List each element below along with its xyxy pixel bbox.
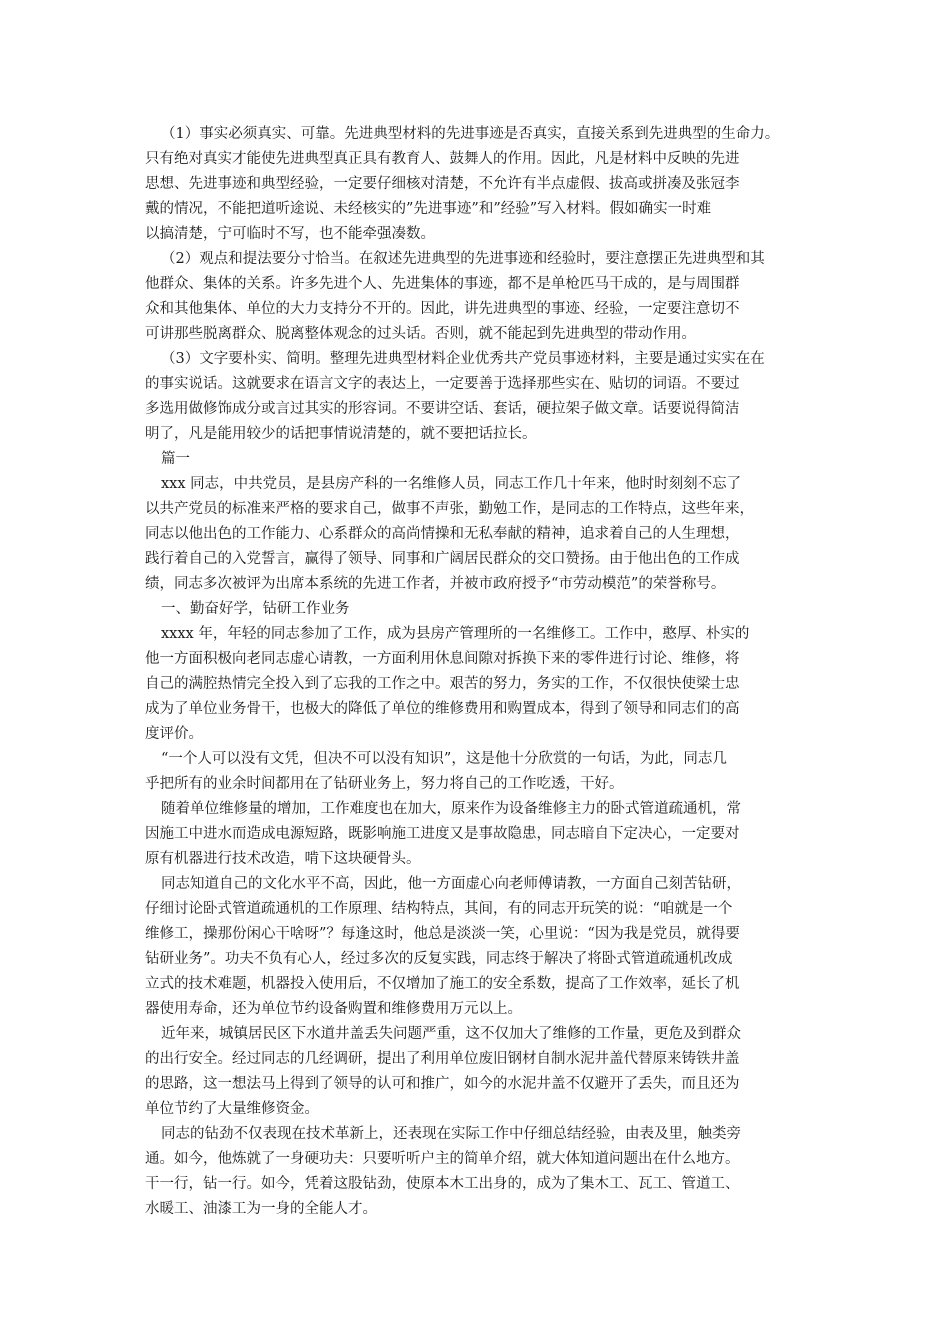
section-title-pianyi bbox=[145, 447, 815, 472]
text-line: 以共产党员的标准来严格的要求自己，做事不声张，勤勉工作，是同志的工作特点，这些年来， bbox=[145, 501, 754, 517]
text-line: xxx 同志，中共党员，是县房产科的一名维修人员，同志工作几十年来，他时时刻刻不忘了 bbox=[161, 476, 742, 492]
para-intro bbox=[145, 472, 815, 597]
para-joined-work bbox=[145, 622, 815, 747]
text-line: 同志以他出色的工作能力、心系群众的高尚情操和无私奉献的精神，追求着自己的人生理想， bbox=[145, 526, 740, 542]
text-line: （3）文字要朴实、简明。整理先进典型材料企业优秀共产党员事迹材料，主要是通过实实在在 bbox=[161, 351, 765, 367]
text-line: 自己的满腔热情完全投入到了忘我的工作之中。艰苦的努力，务实的工作，不仅很快使梁士忠 bbox=[145, 676, 740, 692]
document-page bbox=[145, 122, 815, 1222]
text-line: 的思路，这一想法马上得到了领导的认可和推广，如今的水泥井盖不仅避开了丢失，而且还为 bbox=[145, 1076, 740, 1092]
para-knowledge-quote bbox=[145, 747, 815, 797]
text-line: 干一行，钻一行。如今，凭着这股钻劲，使原本木工出身的，成为了集木工、瓦工、管道工、 bbox=[145, 1176, 740, 1192]
text-line: 同志的钻劲不仅表现在技术革新上，还表现在实际工作中仔细总结经验，由表及里，触类旁 bbox=[161, 1126, 741, 1142]
para-requirement-1 bbox=[145, 122, 815, 247]
text-line: 维修工，操那份闲心干啥呀”？每逢这时，他总是淡淡一笑，心里说：“因为我是党员，就得要 bbox=[145, 926, 740, 942]
para-requirement-3 bbox=[145, 347, 815, 447]
text-line: 钻研业务”。功夫不负有心人，经过多次的反复实践，同志终于解决了将卧式管道疏通机改成 bbox=[145, 951, 733, 967]
text-line: 绩，同志多次被评为出席本系统的先进工作者，并被市政府授予“市劳动模范”的荣誉称号。 bbox=[145, 576, 726, 592]
text-line: 他一方面积极向老同志虚心请教，一方面利用休息间隙对拆换下来的零件进行讨论、维修，将 bbox=[145, 651, 740, 667]
text-line: 可讲那些脱离群众、脱离整体观念的过头话。否则，就不能起到先进典型的带动作用。 bbox=[145, 326, 696, 342]
text-line: 戴的情况，不能把道听途说、未经核实的”先进事迹”和”经验”写入材料。假如确实一时难 bbox=[145, 201, 712, 217]
text-line: 他群众、集体的关系。许多先进个人、先进集体的事迹，都不是单枪匹马干成的，是与周围群 bbox=[145, 276, 740, 292]
text-line: 器使用寿命，还为单位节约设备购置和维修费用万元以上。 bbox=[145, 1001, 522, 1017]
text-line: 以搞清楚，宁可临时不写，也不能牵强凑数。 bbox=[145, 226, 435, 242]
para-machine-problem bbox=[145, 797, 815, 872]
text-line: 的事实说话。这就要求在语言文字的表达上，一定要善于选择那些实在、贴切的词语。不要过 bbox=[145, 376, 740, 392]
text-line: 随着单位维修量的增加，工作难度也在加大，原来作为设备维修主力的卧式管道疏通机，常 bbox=[161, 801, 741, 817]
text-line: “一个人可以没有文凭，但决不可以没有知识”，这是他十分欣赏的一句话，为此，同志几 bbox=[161, 751, 727, 767]
text-line: 众和其他集体、单位的大力支持分不开的。因此，讲先进典型的事迹、经验，一定要注意切不 bbox=[145, 301, 740, 317]
text-line: （1）事实必须真实、可靠。先进典型材料的先进事迹是否真实，直接关系到先进典型的生命力。 bbox=[161, 126, 780, 142]
text-line: （2）观点和提法要分寸恰当。在叙述先进典型的先进事迹和经验时，要注意摆正先进典型和其 bbox=[161, 251, 765, 267]
text-line: xxxx 年，年轻的同志参加了工作，成为县房产管理所的一名维修工。工作中，憨厚、朴实的 bbox=[161, 626, 750, 642]
text-line: 明了，凡是能用较少的话把事情说清楚的，就不要把话拉长。 bbox=[145, 426, 537, 442]
text-line: 水暖工、油漆工为一身的全能人才。 bbox=[145, 1201, 377, 1217]
text-line: 同志知道自己的文化水平不高，因此，他一方面虚心向老师傅请教，一方面自己刻苦钻研， bbox=[161, 876, 741, 892]
text-line: 思想、先进事迹和典型经验，一定要仔细核对清楚，不允许有半点虚假、拔高或拼凑及张冠李 bbox=[145, 176, 740, 192]
text-line: 原有机器进行技术改造，啃下这块硬骨头。 bbox=[145, 851, 421, 867]
text-line: 立式的技术难题，机器投入使用后，不仅增加了施工的安全系数，提高了工作效率，延长了机 bbox=[145, 976, 740, 992]
text-line: 成为了单位业务骨干，也极大的降低了单位的维修费用和购置成本，得到了领导和同志们的高 bbox=[145, 701, 740, 717]
text-line: 的出行安全。经过同志的几经调研，提出了利用单位废旧钢材自制水泥井盖代替原来铸铁井盖 bbox=[145, 1051, 740, 1067]
text-line: 单位节约了大量维修资金。 bbox=[145, 1101, 319, 1117]
text-line: 乎把所有的业余时间都用在了钻研业务上，努力将自己的工作吃透，干好。 bbox=[145, 776, 624, 792]
section-title: 篇一 bbox=[161, 451, 190, 467]
section-heading: 一、勤奋好学，钻研工作业务 bbox=[161, 601, 350, 617]
text-line: 仔细讨论卧式管道疏通机的工作原理、结构特点，其间，有的同志开玩笑的说：“咱就是一个 bbox=[145, 901, 733, 917]
text-line: 通。如今，他炼就了一身硬功夫：只要听听户主的简单介绍，就大体知道问题出在什么地方。 bbox=[145, 1151, 740, 1167]
text-line: 只有绝对真实才能使先进典型真正具有教育人、鼓舞人的作用。因此，凡是材料中反映的先进 bbox=[145, 151, 740, 167]
text-line: 因施工中进水而造成电源短路，既影响施工进度又是事故隐患，同志暗自下定决心，一定要对 bbox=[145, 826, 740, 842]
para-all-round-skills bbox=[145, 1122, 815, 1222]
para-manhole-covers bbox=[145, 1022, 815, 1122]
text-line: 度评价。 bbox=[145, 726, 203, 742]
text-line: 多选用做修饰成分或言过其实的形容词。不要讲空话、套话，硬拉架子做文章。话要说得简洁 bbox=[145, 401, 740, 417]
heading-diligent bbox=[145, 597, 815, 622]
text-line: 践行着自己的入党誓言，赢得了领导、同事和广阔居民群众的交口赞扬。由于他出色的工作成 bbox=[145, 551, 740, 567]
text-line: 近年来，城镇居民区下水道井盖丢失问题严重，这不仅加大了维修的工作量，更危及到群众 bbox=[161, 1026, 741, 1042]
para-machine-solution bbox=[145, 872, 815, 1022]
para-requirement-2 bbox=[145, 247, 815, 347]
